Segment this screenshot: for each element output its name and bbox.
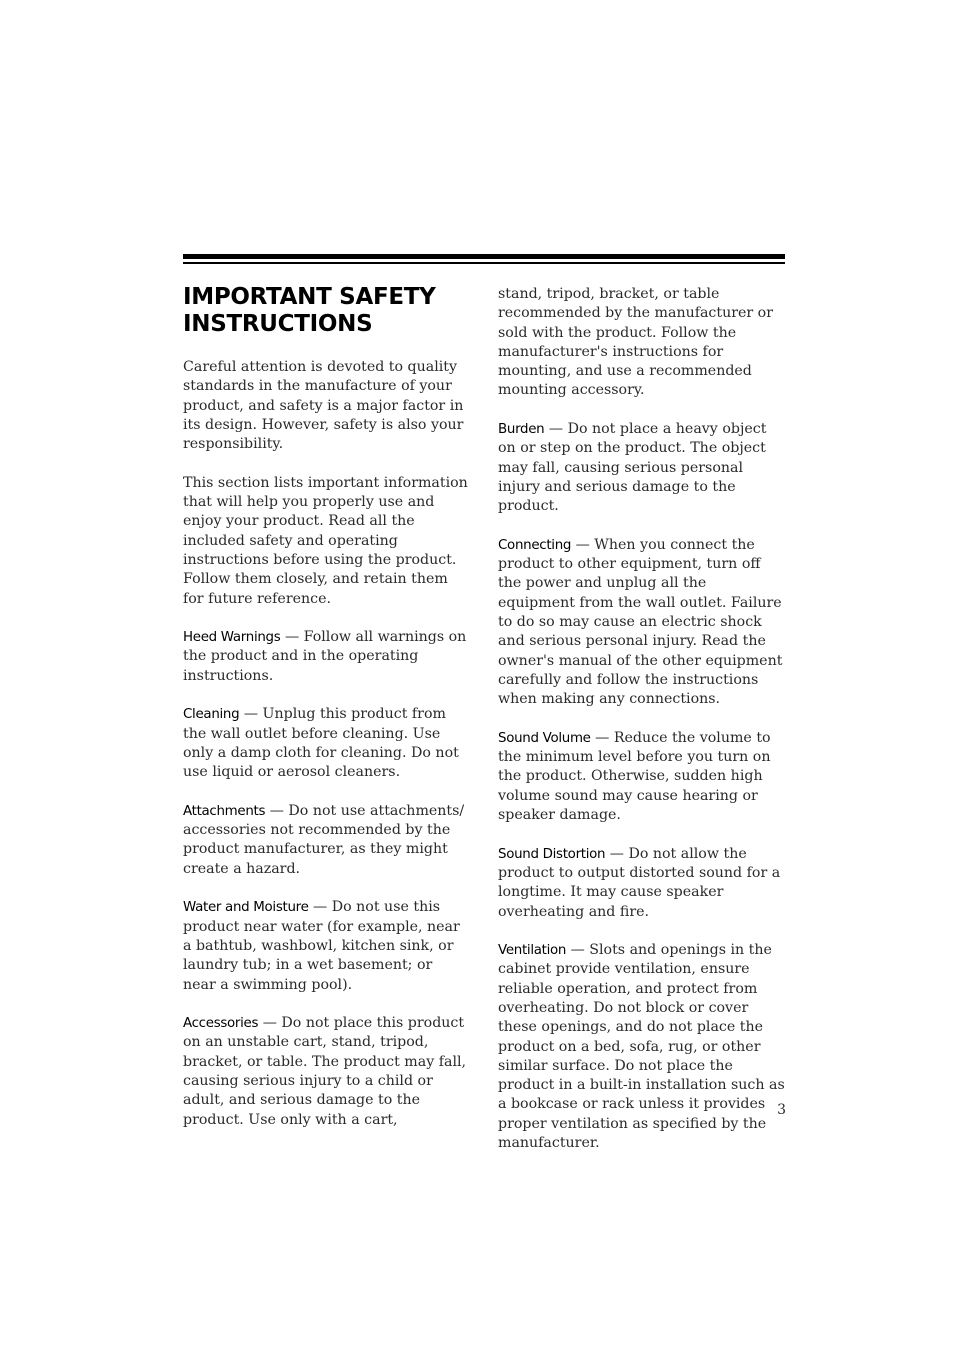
instruction-term: Sound Distortion <box>498 846 606 862</box>
instruction-ventilation <box>498 941 786 1153</box>
instruction-text: — Do not allow the product to output distorted sound for a longtime. It may cause speaker overheating and fire. <box>498 845 781 920</box>
instruction-cleaning <box>183 705 469 782</box>
instruction-text: — Reduce the volume to the minimum level before you turn on the product. Otherwise, sudden high volume sound may cause hearing or speaker damage. <box>498 729 771 824</box>
instruction-text: — Follow all warnings on the product and in the operating instructions. <box>183 629 467 684</box>
page-number: 3 <box>777 1102 786 1118</box>
instruction-text: — Do not place this product on an unstable cart, stand, tripod, bracket, or table. The product may fall, causing serious injury to a child or adult, and serious damage to the product. Use only with a cart, <box>183 1015 467 1128</box>
instruction-text: — Do not place a heavy object on or step on the product. The object may fall, causing serious personal injury and serious damage to the product. <box>498 421 767 515</box>
instruction-term: Attachments <box>183 803 266 819</box>
instruction-accessories-continued: stand, tripod, bracket, or table recommended by the manufacturer or sold with the product. Follow the manufacturer's instructions for mounting, and use a recommended mounting accessory. <box>498 286 774 399</box>
instruction-text: — Unplug this product from the wall outlet before cleaning. Use only a damp cloth for cleaning. Do not use liquid or aerosol cleaners. <box>183 706 459 781</box>
instruction-heed-warnings <box>183 628 469 686</box>
instruction-term: Ventilation <box>498 943 567 959</box>
instruction-text: — Do not use this product near water (for example, near a bathtub, washbowl, kitchen sink, or laundry tub; in a wet basement; or near a swimming pool). <box>183 899 460 993</box>
instruction-accessories <box>183 1014 469 1130</box>
title-line-1: IMPORTANT SAFETY <box>183 284 436 310</box>
right-column <box>498 285 786 1173</box>
header-rule-thin <box>183 262 785 264</box>
instruction-term: Sound Volume <box>498 730 591 746</box>
instruction-term: Burden <box>498 422 545 438</box>
instruction-burden <box>498 420 786 516</box>
instruction-text: — Do not use attachments/ accessories not recommended by the product manufacturer, as they might create a hazard. <box>183 802 465 877</box>
intro-paragraph: This section lists important information that will help you properly use and enjoy your product. Read all the included safety and operating instructions before using the product. Follow them closely, and retain them for future reference. <box>183 474 468 607</box>
instruction-term: Heed Warnings <box>183 630 281 646</box>
intro-paragraph: Careful attention is devoted to quality standards in the manufacture of your product, and safety is a major factor in its design. However, safety is also your responsibility. <box>183 359 464 453</box>
left-column <box>183 284 469 1149</box>
title-line-2: INSTRUCTIONS <box>183 311 373 337</box>
instruction-sound-distortion <box>498 845 786 922</box>
instruction-text: — Slots and openings in the cabinet provide ventilation, ensure reliable operation, and protect from overheating. Do not block or cover these openings, and do not place the product on a bed, sofa, rug, or other similar surface. Do not place the product in a built-in installation such as a bookcase or rack unless it provides proper ventilation as specified by the manufacturer. <box>498 942 785 1152</box>
instruction-term: Accessories <box>183 1016 259 1032</box>
instruction-text: — When you connect the product to other equipment, turn off the power and unplug all the equipment from the wall outlet. Failure to do so may cause an electric shock and serious personal injury. Read the owner's manual of the other equipment carefully and follow the instructions when making any connections. <box>498 536 783 708</box>
instruction-term: Cleaning <box>183 707 240 723</box>
instruction-term: Water and Moisture <box>183 900 309 916</box>
instruction-connecting <box>498 536 786 710</box>
instruction-term: Connecting <box>498 537 572 553</box>
page-title <box>183 284 469 338</box>
instruction-sound-volume <box>498 729 786 825</box>
header-rule-thick <box>183 254 785 259</box>
instruction-attachments <box>183 802 469 879</box>
instruction-water-moisture <box>183 898 469 994</box>
